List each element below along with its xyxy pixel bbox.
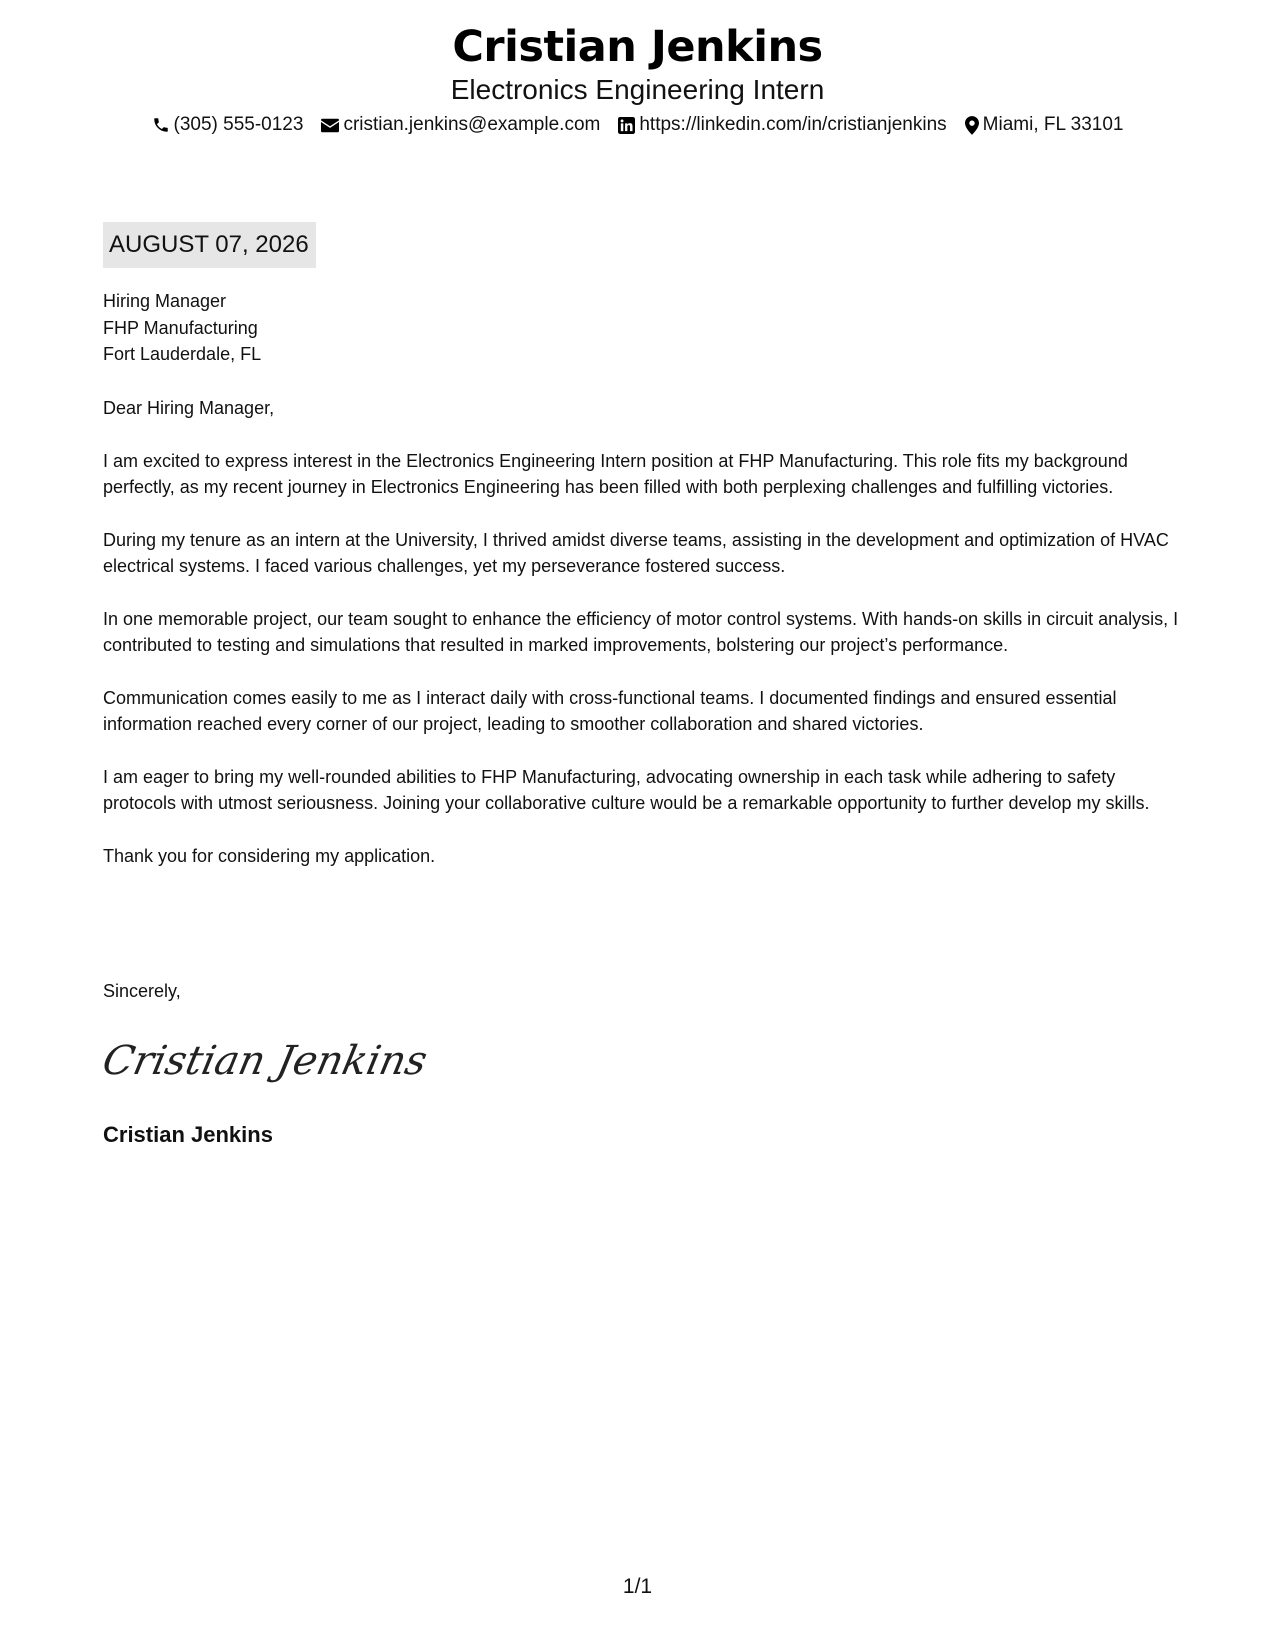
envelope-icon: [321, 118, 339, 133]
letter-body: [103, 395, 1183, 895]
contact-location: [965, 112, 1124, 138]
contact-linkedin[interactable]: [618, 112, 946, 138]
contact-bar: [0, 112, 1275, 138]
salutation: Dear Hiring Manager,: [103, 398, 275, 418]
body-paragraph: I am eager to bring my well-rounded abilities to FHP Manufacturing, advocating ownership in each task while adhering to safety protocols with utmost seriousness. Joining your collaborative culture would be a remarkable opportunity to further develop my skills.: [103, 766, 1150, 813]
letter-header: [0, 20, 1275, 138]
recipient-block: [103, 288, 261, 368]
phone-icon: [152, 116, 170, 134]
closing: Sincerely,: [103, 981, 181, 1001]
signature-text: Cristian Jenkins: [98, 1036, 432, 1084]
body-paragraph: Thank you for considering my application.: [103, 845, 436, 866]
contact-email[interactable]: [321, 112, 600, 138]
job-title: Electronics Engineering Intern: [450, 74, 825, 105]
body-paragraph: In one memorable project, our team sought to enhance the efficiency of motor control systems. With hands-on skills in circuit analysis, I contributed to testing and simulations that resulted in marked improvements, bolstering our project’s performance.: [103, 608, 1179, 655]
body-paragraph: Communication comes easily to me as I interact daily with cross-functional teams. I documented findings and ensured essential information reached every corner of our project, leading to smoother collaboration and shared victories.: [103, 687, 1117, 734]
contact-phone: [152, 112, 304, 138]
letter-date: AUGUST 07, 2026: [103, 222, 316, 268]
email-address[interactable]: cristian.jenkins@example.com: [343, 114, 601, 135]
signature-image: [98, 1030, 432, 1090]
recipient-company: FHP Manufacturing: [103, 317, 258, 338]
linkedin-url[interactable]: https://linkedin.com/in/cristianjenkins: [639, 114, 947, 135]
phone-number: (305) 555-0123: [173, 114, 304, 135]
recipient-location: Fort Lauderdale, FL: [103, 344, 262, 364]
handwritten-signature: [98, 1030, 432, 1095]
applicant-name: Cristian Jenkins: [452, 22, 823, 72]
body-paragraph: During my tenure as an intern at the University, I thrived amidst diverse teams, assisting in the development and optimization of HVAC electrical systems. I faced various challenges, yet my perseverance fostered success.: [103, 529, 1169, 576]
map-marker-icon: [965, 116, 979, 135]
recipient-title: Hiring Manager: [103, 291, 227, 311]
location-text: Miami, FL 33101: [982, 114, 1124, 135]
body-paragraph: I am excited to express interest in the Electronics Engineering Intern position at FHP Manufacturing. This role fits my background perfectly, as my recent journey in Electronics Engineering has been filled with both perplexing challenges and fulfilling victories.: [103, 450, 1128, 497]
page-indicator: 1/1: [622, 1575, 653, 1598]
signer-name: Cristian Jenkins: [103, 1122, 273, 1147]
linkedin-icon: [618, 117, 635, 134]
